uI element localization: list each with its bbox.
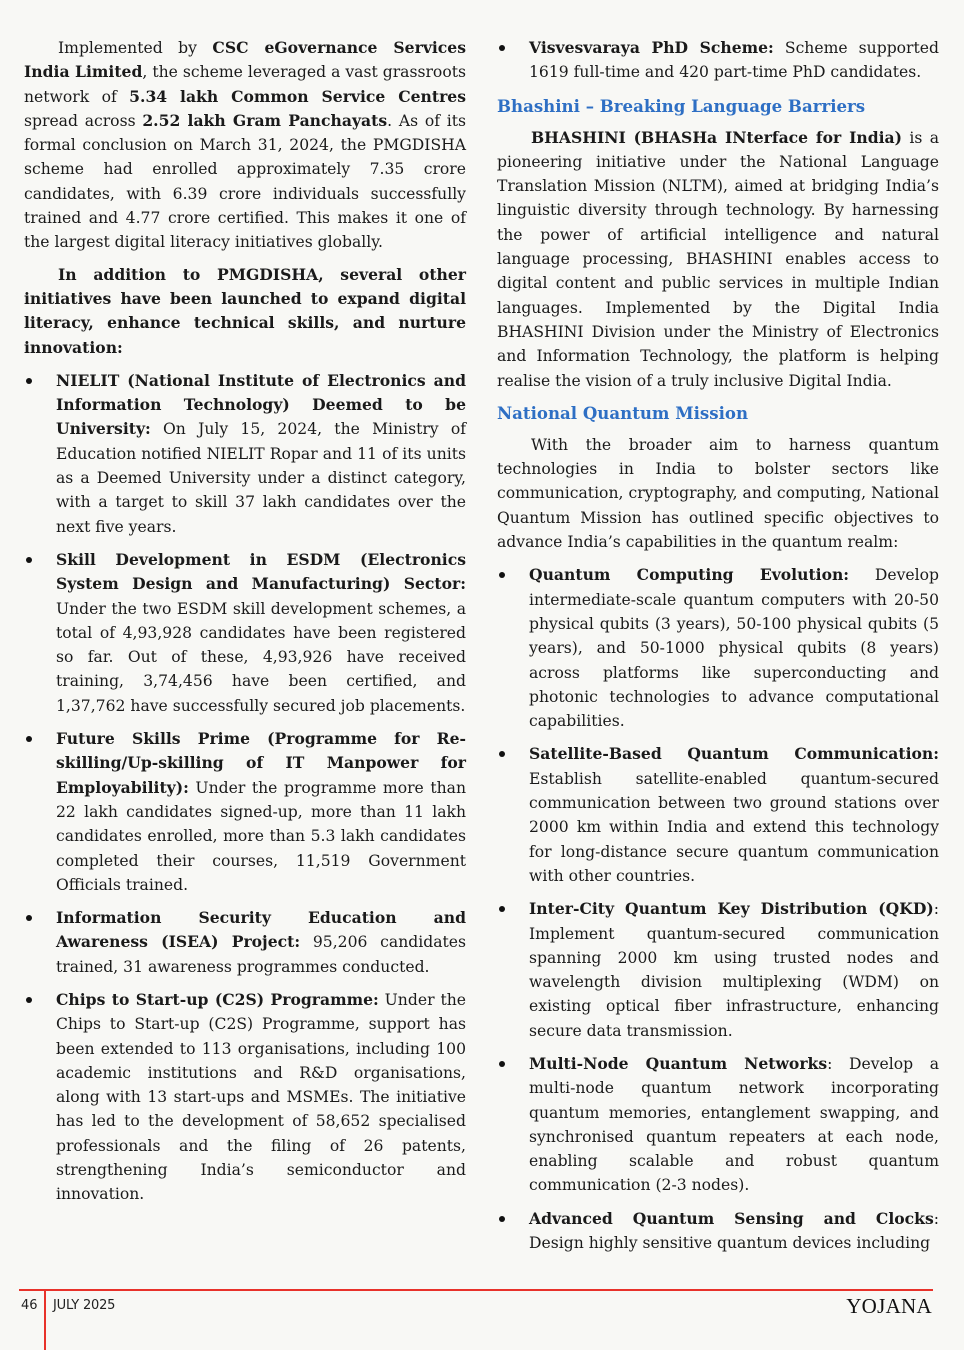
left-column bbox=[24, 36, 466, 1216]
list-item bbox=[24, 988, 466, 1207]
issue-date: JULY 2025 bbox=[53, 1298, 116, 1313]
list-item-body: On July 15, 2024, the Ministry of Education notified NIELIT Ropar and 11 of its units as a Deemed University under a distinct category, with a target to skill 37 lakh candidates over the next five years. bbox=[56, 420, 466, 536]
list-item-title: Skill Development in ESDM (Electronics System Design and Manufacturing) Sector: bbox=[56, 549, 466, 594]
list-item bbox=[497, 1207, 939, 1256]
bullet-icon bbox=[499, 1061, 505, 1067]
list-item-title: Multi-Node Quantum Networks bbox=[529, 1053, 828, 1073]
text-run: , the scheme leveraged a vast grassroots network of bbox=[24, 63, 466, 106]
list-item bbox=[24, 727, 466, 897]
list-item-body: Scheme supported 1619 full-time and 420 part-time PhD candidates. bbox=[529, 39, 939, 82]
bold-text-run: CSC eGovernance Services India Limited bbox=[24, 38, 466, 82]
list-item-body: Under the Chips to Start-up (C2S) Programme, support has been extended to 113 organisations, including 100 academic institutions and R&D organisations, along with 13 start-ups and MSMEs. The initiative has led to the development of 58,652 specialised professionals and the filing of 26 patents, strengthening India’s semiconductor and innovation. bbox=[56, 990, 466, 1204]
bullet-icon bbox=[26, 736, 32, 742]
list-item bbox=[497, 1052, 939, 1198]
list-item-title: Quantum Computing Evolution: bbox=[529, 565, 850, 585]
list-item bbox=[497, 742, 939, 888]
right-column bbox=[497, 36, 939, 1264]
text-run: . As of its formal conclusion on March 31, 2024, the PMGDISHA scheme had enrolled approximately 7.35 crore candidates, with 6.39 crore individuals successfully trained and 4.77 crore certified. This makes it one of the largest digital literacy initiatives globally. bbox=[24, 111, 466, 252]
list-item bbox=[497, 563, 939, 733]
list-item-body: Establish satellite-enabled quantum-secured communication between two ground stations over 2000 km within India and extend this technology for long-distance secure quantum communication with other countries. bbox=[529, 769, 939, 885]
list-item-title: Inter-City Quantum Key Distribution (QKD) bbox=[529, 899, 934, 919]
lead-paragraph-text: In addition to PMGDISHA, several other initiatives have been launched to expand digital literacy, enhance technical skills, and nurture innovation: bbox=[24, 264, 466, 357]
bullet-icon bbox=[26, 915, 32, 921]
list-item-title: Future Skills Prime (Programme for Re-skilling/Up-skilling of IT Manpower for Employability): bbox=[56, 729, 466, 797]
list-item-body: Develop intermediate-scale quantum computers with 20-50 physical qubits (3 years), 50-100 physical qubits (5 years), and 50-1000 physical qubits (8 years) across platforms like superconducting and photonic technologies to advance computational capabilities. bbox=[529, 566, 939, 731]
list-item bbox=[24, 369, 466, 539]
intro-paragraph bbox=[24, 36, 466, 255]
list-item-title: Information Security Education and Awareness (ISEA) Project: bbox=[56, 908, 466, 952]
bullet-icon bbox=[499, 751, 505, 757]
list-item-body: : Develop a multi-node quantum network incorporating quantum memories, entanglement swapping, and synchronised quantum repeaters at each node, enabling scalable and robust quantum communication (2-3 nodes). bbox=[529, 1054, 939, 1195]
list-item bbox=[497, 897, 939, 1043]
list-item-body: Under the two ESDM skill development schemes, a total of 4,93,928 candidates have been registered so far. Out of these, 4,93,926 have received training, 3,74,456 have been certified, and 1,37,762 have successfully secured job placements. bbox=[56, 599, 466, 715]
bold-text-run: BHASHINI (BHASHa INterface for India) bbox=[531, 127, 903, 147]
bullet-icon bbox=[26, 557, 32, 563]
quantum-objectives-list bbox=[497, 563, 939, 1255]
list-item-body: 95,206 candidates trained, 31 awareness programmes conducted. bbox=[56, 933, 467, 976]
list-item-body: : Implement quantum-secured communication spanning 2000 km using trusted nodes and wavelength division multiplexing (WDM) on existing optical fiber infrastructure, enhancing secure data transmission. bbox=[529, 900, 939, 1040]
bullet-icon bbox=[26, 997, 32, 1003]
bhashini-heading: Bhashini – Breaking Language Barriers bbox=[497, 95, 866, 116]
phd-scheme-list bbox=[497, 36, 939, 85]
lead-paragraph bbox=[24, 263, 466, 360]
list-item-title: Advanced Quantum Sensing and Clocks bbox=[529, 1208, 934, 1228]
list-item-body: : Design highly sensitive quantum devices including bbox=[529, 1209, 939, 1253]
list-item bbox=[497, 36, 939, 85]
footer-rule bbox=[19, 1289, 933, 1291]
list-item-title: Satellite-Based Quantum Communication: bbox=[529, 744, 939, 764]
bullet-icon bbox=[499, 572, 505, 578]
list-item-title: Chips to Start-up (C2S) Programme: bbox=[56, 989, 379, 1009]
bullet-icon bbox=[499, 906, 505, 912]
quantum-intro-paragraph: With the broader aim to harness quantum technologies in India to bolster sectors like communication, cryptography, and computing, National Quantum Mission has outlined specific objectives to advance India’s capabilities in the quantum realm: bbox=[497, 435, 939, 552]
footer-divider bbox=[44, 1289, 46, 1350]
list-item-body: Under the programme more than 22 lakh candidates signed-up, more than 11 lakh candidates enrolled, more than 5.3 lakh candidates completed their courses, 11,519 Government Officials trained. bbox=[56, 778, 466, 894]
bullet-icon bbox=[26, 378, 32, 384]
magazine-logo: YOJANA bbox=[846, 1294, 932, 1318]
page-number: 46 bbox=[21, 1298, 38, 1313]
text-run: Implemented by bbox=[58, 39, 213, 57]
text-run: is a pioneering initiative under the National Language Translation Mission (NLTM), aimed at bridging India’s linguistic diversity through technology. By harnessing the power of artificial intelligence and natural language processing, BHASHINI enables access to digital content and public services in multiple Indian languages. Implemented by the Digital India BHASHINI Division under the Ministry of Electronics and Information Technology, the platform is helping realise the vision of a truly inclusive Digital India. bbox=[497, 128, 940, 390]
bold-text-run: 5.34 lakh Common Service Centres bbox=[129, 86, 466, 106]
quantum-mission-heading: National Quantum Mission bbox=[497, 402, 749, 423]
bullet-icon bbox=[499, 45, 505, 51]
bullet-icon bbox=[499, 1216, 505, 1222]
initiatives-list bbox=[24, 369, 466, 1207]
bold-text-run: 2.52 lakh Gram Panchayats bbox=[142, 110, 388, 130]
bhashini-paragraph bbox=[497, 126, 939, 393]
list-item bbox=[24, 906, 466, 979]
text-run: spread across bbox=[24, 111, 143, 130]
list-item-title: Visvesvaraya PhD Scheme: bbox=[529, 38, 774, 57]
list-item bbox=[24, 548, 466, 718]
list-item-title: NIELIT (National Institute of Electronics and Information Technology) Deemed to be University: bbox=[56, 370, 466, 439]
